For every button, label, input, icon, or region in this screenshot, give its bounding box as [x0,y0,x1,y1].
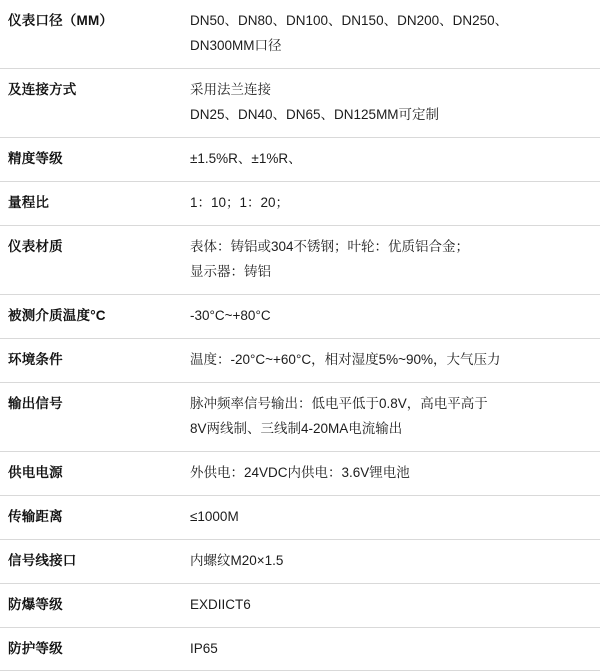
table-row [0,68,600,137]
row-value [184,583,600,627]
row-value [184,627,600,671]
row-label: 被测介质温度°C [8,307,106,323]
table-row [0,451,600,495]
row-value-line: ≤1000M [190,508,239,524]
row-label: 传输距离 [8,508,63,524]
row-label: 防爆等级 [8,596,63,612]
row-value-line: 1：10；1：20； [190,194,290,210]
row-value [184,338,600,382]
row-value [184,539,600,583]
row-label: 仪表口径（MM） [8,13,114,28]
row-value [184,0,600,68]
table-row [0,338,600,382]
table-row [0,382,600,451]
row-value [184,68,600,137]
row-value [184,181,600,225]
row-value [184,225,600,294]
table-row [0,0,600,68]
row-label: 及连接方式 [8,81,77,97]
table-row [0,137,600,181]
row-value-line: 显示器：铸铝 [190,263,271,279]
row-label: 防护等级 [8,640,63,656]
table-row [0,627,600,671]
row-value [184,382,600,451]
row-label: 环境条件 [8,351,63,367]
row-value-line: DN300MM口径 [190,37,282,53]
row-label: 仪表材质 [8,238,63,254]
row-value-line: 内螺纹M20×1.5 [190,552,284,568]
row-value-line: EXDIICT6 [190,596,251,612]
table-row [0,539,600,583]
table-row [0,225,600,294]
row-label: 供电电源 [8,464,63,480]
row-value-line: 表体：铸铝或304不锈钢；叶轮：优质铝合金； [190,238,470,254]
row-value [184,137,600,181]
row-value-line: 脉冲频率信号输出：低电平低于0.8V，高电平高于 [190,395,488,411]
row-value-line: DN25、DN40、DN65、DN125MM可定制 [190,106,440,122]
row-value-line: -30°C~+80°C [190,307,271,323]
row-value [184,294,600,338]
row-value-line: 外供电：24VDC内供电：3.6V锂电池 [190,464,410,480]
row-value-line: IP65 [190,640,218,656]
row-value-line: DN50、DN80、DN100、DN150、DN200、DN250、 [190,13,509,28]
table-row [0,583,600,627]
row-label: 输出信号 [8,395,63,411]
row-value-line: 8V两线制、三线制4-20MA电流输出 [190,420,403,436]
row-value-line: ±1.5%R、±1%R、 [190,150,302,166]
table-row [0,294,600,338]
row-value [184,451,600,495]
row-value-line: 采用法兰连接 [190,81,271,97]
row-value-line: 温度：-20°C~+60°C，相对湿度5%~90%，大气压力 [190,351,501,367]
row-value [184,495,600,539]
row-label: 信号线接口 [8,552,77,568]
row-label: 量程比 [8,194,50,210]
row-label: 精度等级 [8,150,63,166]
table-row [0,495,600,539]
table-row [0,181,600,225]
